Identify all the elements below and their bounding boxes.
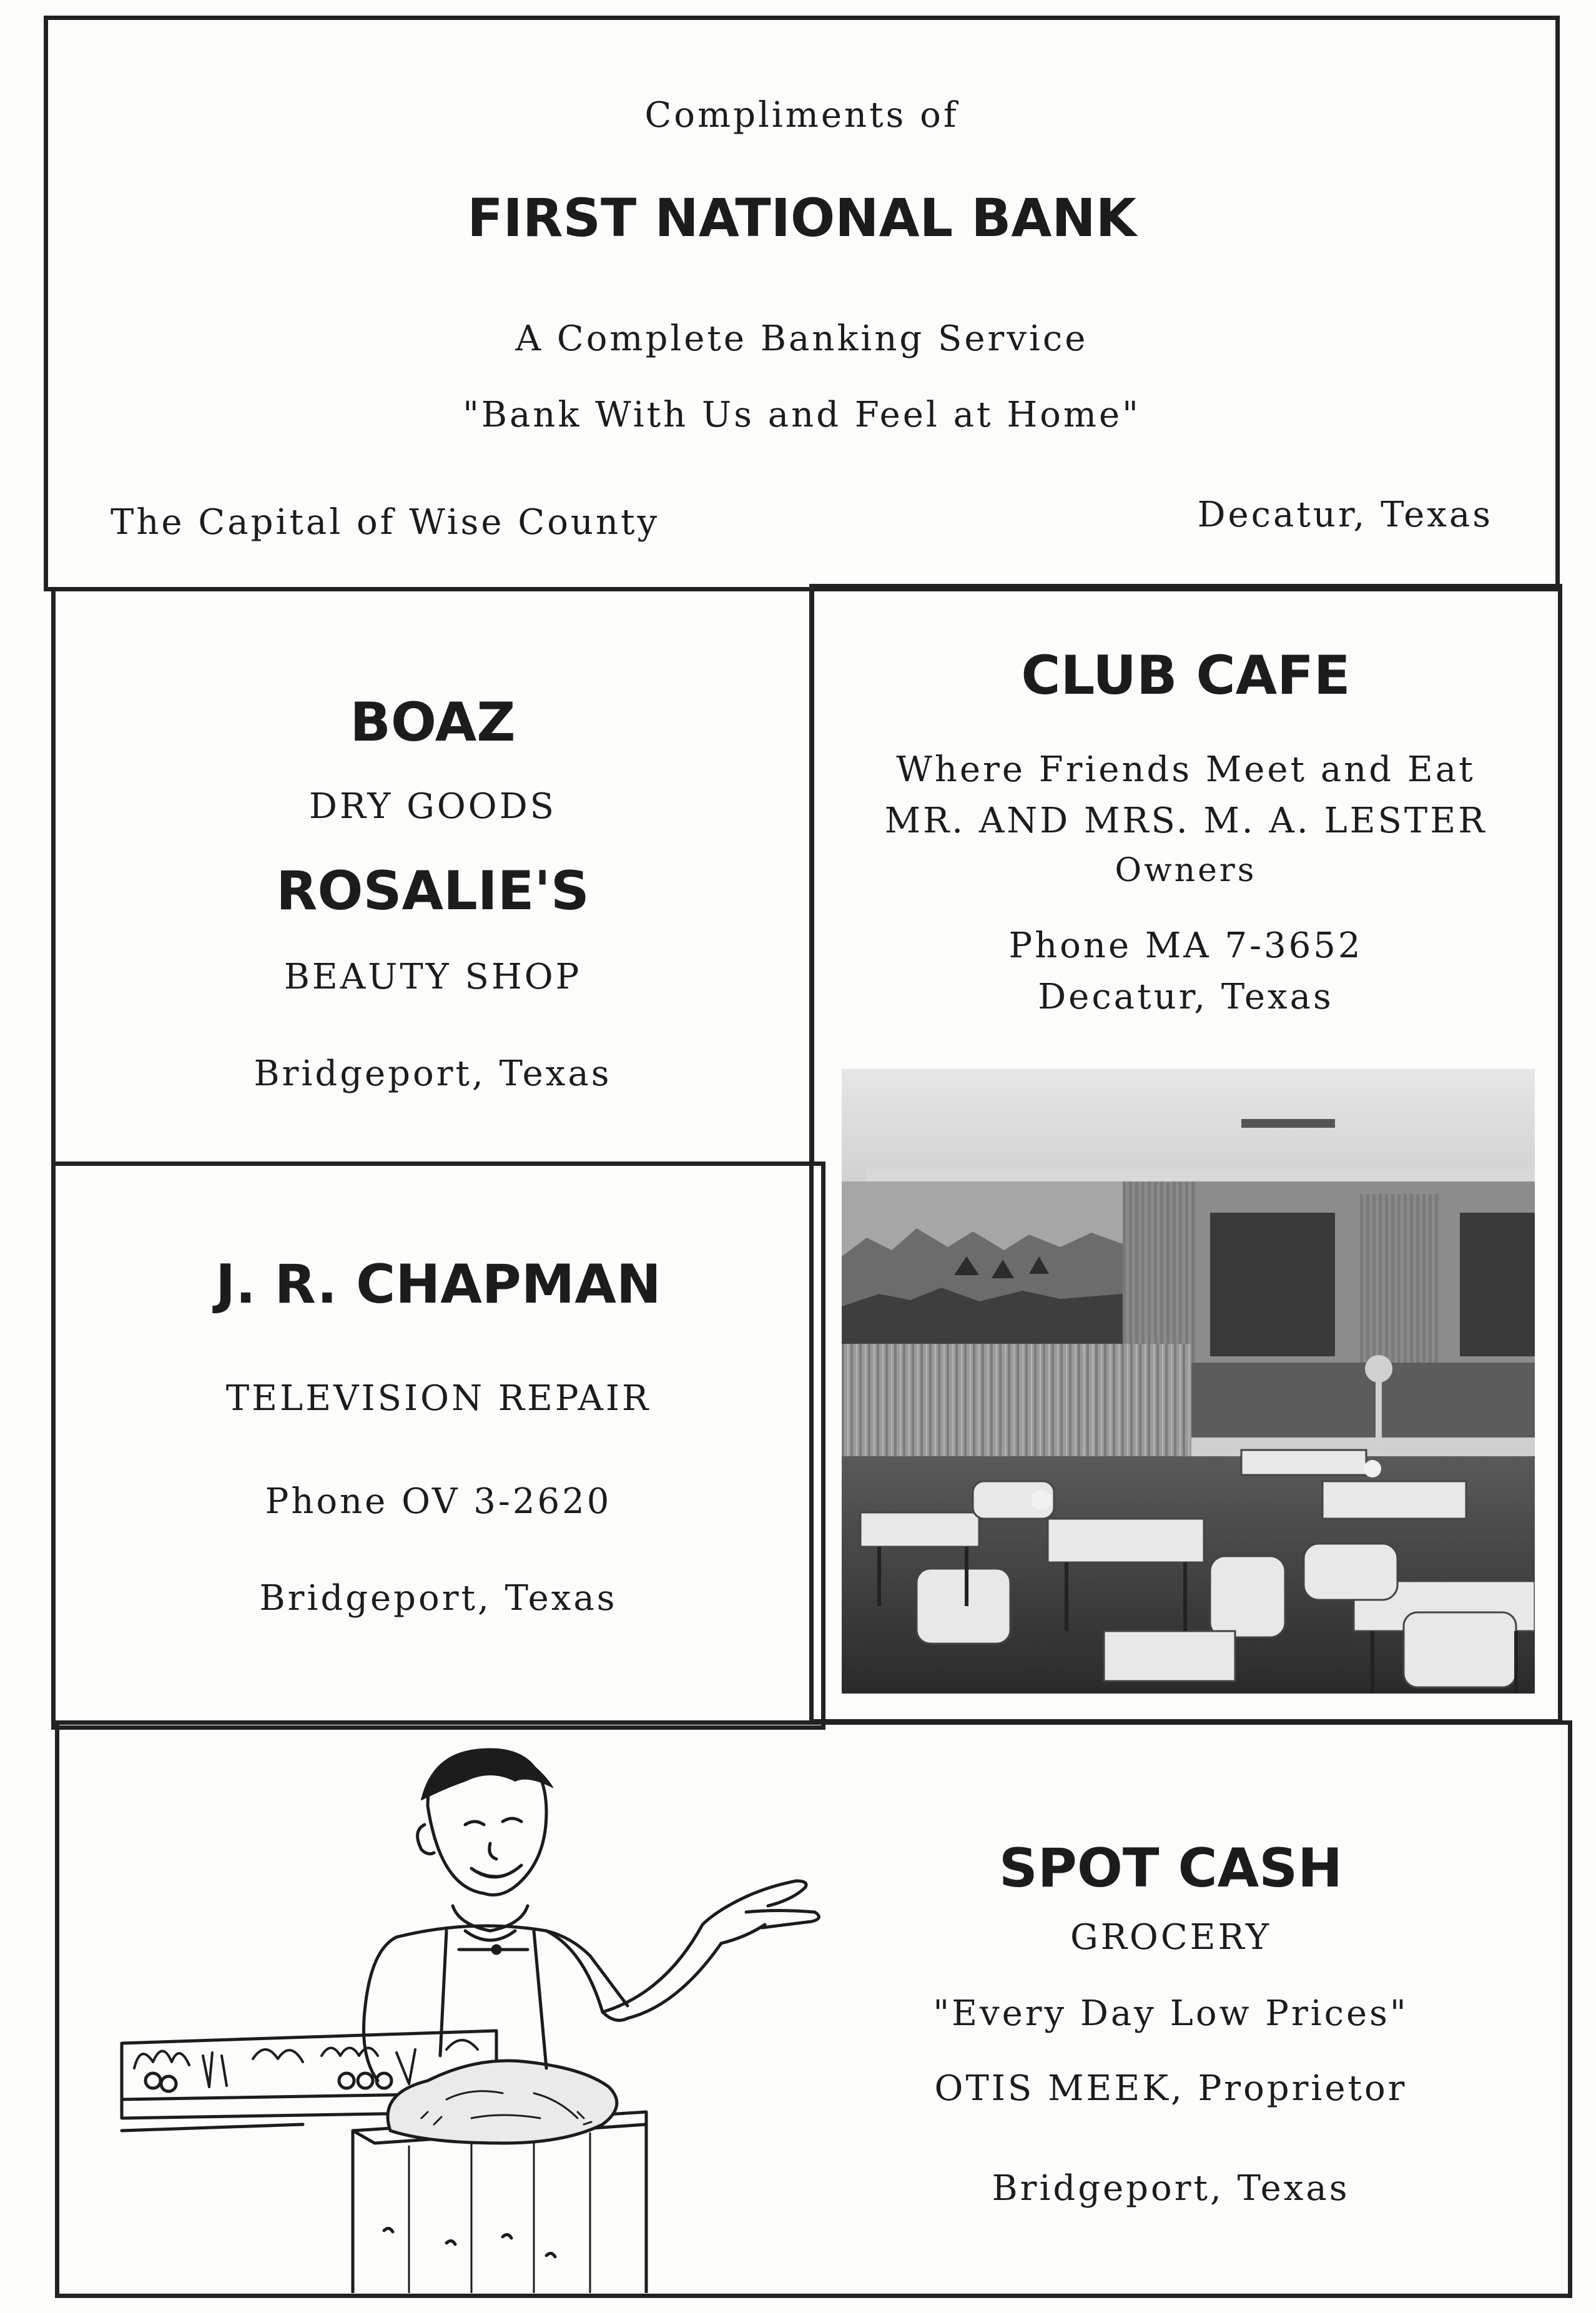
cafe-owners-names: MR. AND MRS. M. A. LESTER: [884, 801, 1487, 841]
spot-cash-ad: [55, 1720, 1572, 2298]
first-national-bank-ad: [44, 16, 1560, 591]
boaz-location: Bridgeport, Texas: [254, 1053, 612, 1094]
bank-name: FIRST NATIONAL BANK: [467, 187, 1136, 249]
cafe-interior-photo: [842, 1069, 1535, 1694]
chapman-name: J. R. CHAPMAN: [215, 1253, 661, 1316]
club-cafe-ad: [809, 584, 1562, 1724]
rosalies-type: BEAUTY SHOP: [283, 957, 582, 997]
chapman-ad: [51, 1161, 825, 1730]
boaz-name: BOAZ: [350, 691, 516, 754]
rosalies-name: ROSALIE'S: [276, 860, 589, 922]
chapman-service: TELEVISION REPAIR: [225, 1378, 651, 1419]
cafe-name: CLUB CAFE: [1021, 644, 1351, 707]
bank-county: The Capital of Wise County: [111, 502, 660, 543]
cafe-tagline: Where Friends Meet and Eat: [896, 749, 1475, 790]
spot-cash-location: Bridgeport, Texas: [992, 2168, 1350, 2209]
bank-slogan: "Bank With Us and Feel at Home": [463, 395, 1141, 435]
boaz-type: DRY GOODS: [309, 786, 556, 827]
chapman-location: Bridgeport, Texas: [259, 1578, 618, 1619]
cafe-phone: Phone MA 7-3652: [1008, 925, 1363, 966]
chapman-phone: Phone OV 3-2620: [265, 1481, 612, 1522]
spot-cash-slogan: "Every Day Low Prices": [933, 1993, 1409, 2034]
cafe-location: Decatur, Texas: [1038, 977, 1334, 1017]
bank-location: Decatur, Texas: [1197, 495, 1493, 535]
cafe-owners-label: Owners: [1115, 852, 1257, 889]
spot-cash-name: SPOT CASH: [998, 1837, 1343, 1900]
boaz-ad: [51, 587, 814, 1166]
spot-cash-proprietor: OTIS MEEK, Proprietor: [934, 2068, 1407, 2109]
grocer-illustration: [97, 1743, 846, 2293]
bank-service: A Complete Banking Service: [515, 318, 1088, 359]
bank-compliments: Compliments of: [644, 95, 959, 136]
spot-cash-type: GROCERY: [1070, 1917, 1271, 1958]
